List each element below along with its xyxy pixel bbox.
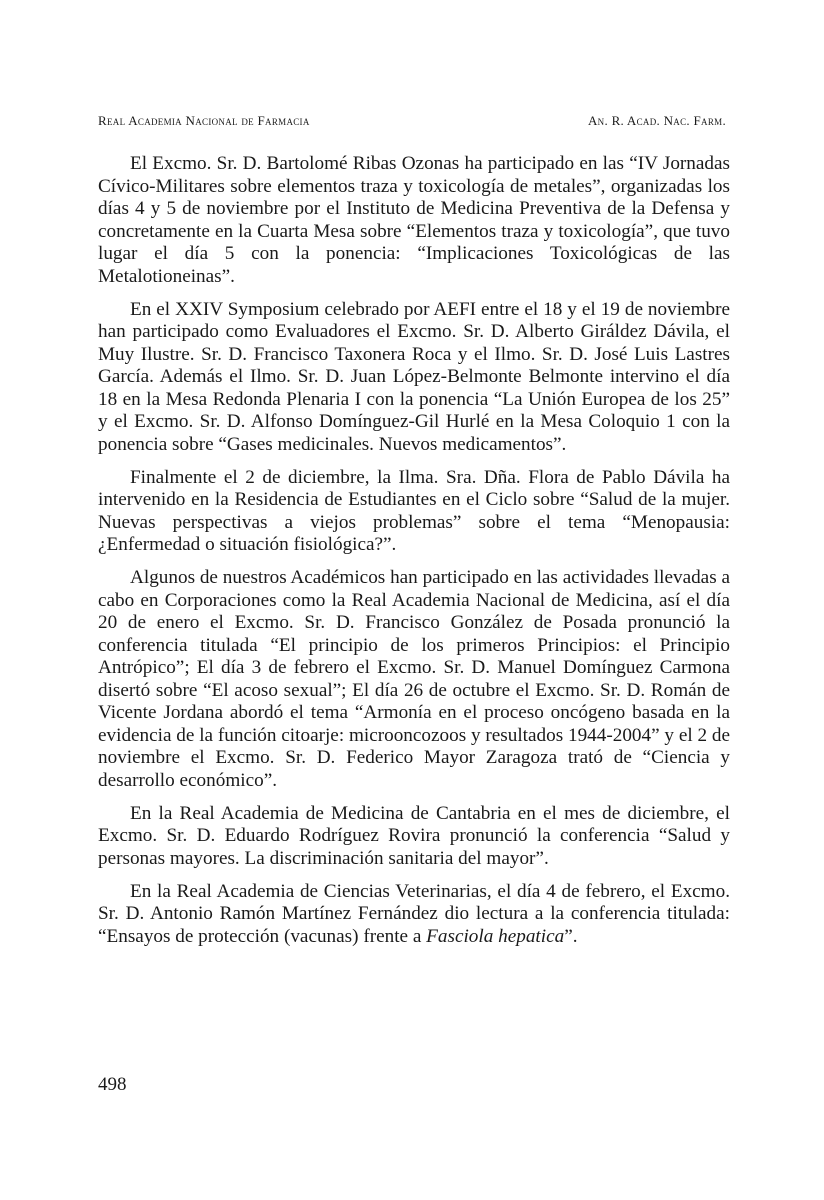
header-journal-name: Real Academia Nacional de Farmacia [98, 113, 310, 128]
running-header [98, 113, 726, 129]
species-name: Fasciola hepatica [426, 925, 565, 947]
body-text [98, 153, 730, 959]
paragraph-de-pablo: Finalmente el 2 de diciembre, la Ilma. Sra. Dña. Flora de Pablo Dávila ha intervenido en la Residencia de Estudiantes en el Ciclo sobre “Salud de la mujer. Nuevas perspectivas a viejos problemas” sobre el tema “Menopausia: ¿Enfermedad o situación fisiológica?”. [98, 466, 730, 555]
paragraph-text: En la Real Academia de Ciencias Veterinarias, el día 4 de febrero, el Excmo. Sr. D. Antonio Ramón Martínez Fernández dio lectura a la conferencia titulada: “Ensayos de protección (vacunas) frente a [98, 880, 730, 947]
paragraph-ribas-ozonas: El Excmo. Sr. D. Bartolomé Ribas Ozonas ha participado en las “IV Jornadas Cívico-Militares sobre elementos traza y toxicología de metales”, organizadas los días 4 y 5 de noviembre por el Instituto de Medicina Preventiva de la Defensa y concretamente en la Cuarta Mesa sobre “Elementos traza y toxicología”, que tuvo lugar el día 5 con la ponencia: “Implicaciones Toxicológicas de las Metalotioneinas”. [98, 153, 730, 287]
paragraph-academia-medicina: Algunos de nuestros Académicos han participado en las actividades llevadas a cabo en Corporaciones como la Real Academia Nacional de Medicina, así el día 20 de enero el Excmo. Sr. D. Francisco González de Posada pronunció la conferencia titulada “El principio de los primeros Principios: el Principio Antrópico”; El día 3 de febrero el Excmo. Sr. D. Manuel Domínguez Carmona disertó sobre “El acoso sexual”; El día 26 de octubre el Excmo. Sr. D. Román de Vicente Jordana abordó el tema “Armonía en el proceso oncógeno basada en la evidencia de la función citoarje: microoncozoos y resultados 1944-2004” y el 2 de noviembre el Excmo. Sr. D. Federico Mayor Zaragoza trató de “Ciencia y desarrollo económico”. [98, 567, 730, 791]
paragraph-text-end: ”. [564, 925, 578, 947]
page-number: 498 [98, 1074, 127, 1095]
header-journal-abbreviation: An. R. Acad. Nac. Farm. [587, 113, 726, 128]
paragraph-veterinarias [98, 881, 730, 949]
paragraph-cantabria: En la Real Academia de Medicina de Cantabria en el mes de diciembre, el Excmo. Sr. D. Eduardo Rodríguez Rovira pronunció la conferencia “Salud y personas mayores. La discriminación sanitaria del mayor”. [98, 802, 730, 869]
paragraph-aefi-symposium: En el XXIV Symposium celebrado por AEFI entre el 18 y el 19 de noviembre han participado como Evaluadores el Excmo. Sr. D. Alberto Giráldez Dávila, el Muy Ilustre. Sr. D. Francisco Taxonera Roca y el Ilmo. Sr. D. José Luis Lastres García. Además el Ilmo. Sr. D. Juan López-Belmonte Belmonte intervino el día 18 en la Mesa Redonda Plenaria I con la ponencia “La Unión Europea de los 25” y el Excmo. Sr. D. Alfonso Domínguez-Gil Hurlé en la Mesa Coloquio 1 con la ponencia sobre “Gases medicinales. Nuevos medicamentos”. [98, 298, 730, 455]
